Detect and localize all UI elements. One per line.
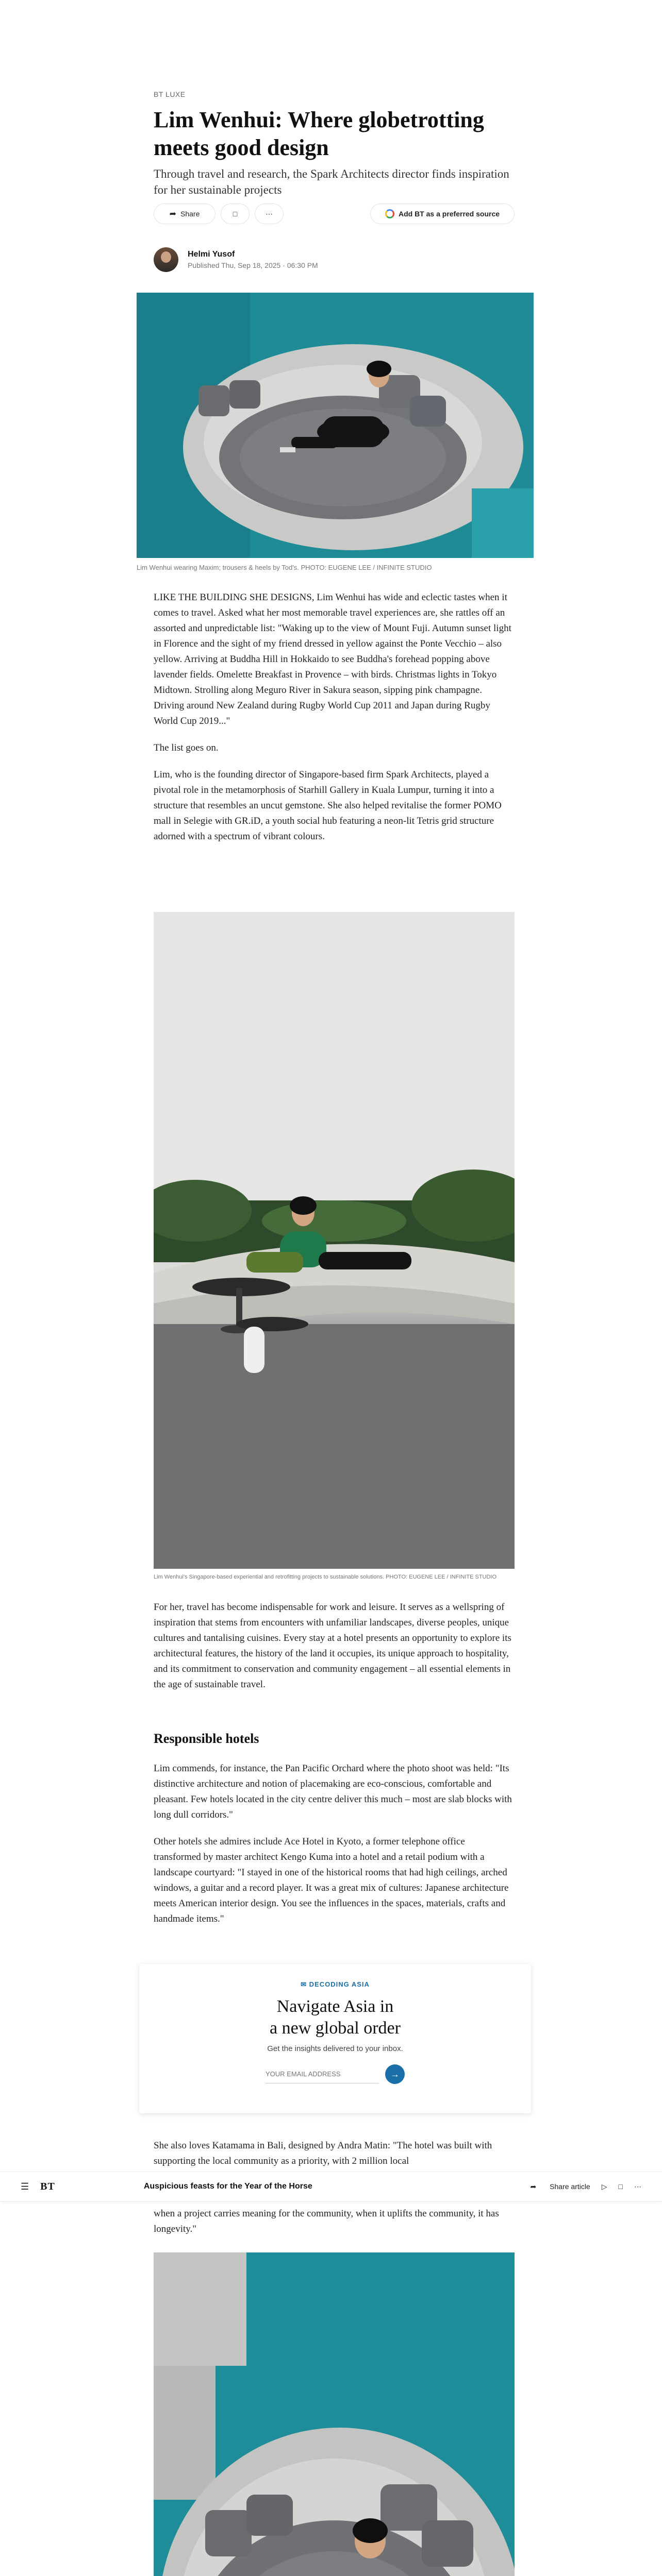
author-avatar[interactable] bbox=[154, 247, 178, 272]
interior-caption: Lim Wenhui's Singapore-based experiential and retrofitting projects to sustainable solutions. PHOTO: EUGENE LEE / INFINITE STUDIO bbox=[154, 1574, 497, 1580]
newsletter-title-line1: Navigate Asia in bbox=[276, 1997, 394, 2016]
bookmark-button[interactable] bbox=[221, 204, 250, 224]
preferred-source-button[interactable] bbox=[370, 204, 515, 224]
body-section-4b bbox=[154, 2206, 515, 2248]
body-section-2 bbox=[154, 1600, 515, 1704]
email-input[interactable] bbox=[266, 2065, 379, 2083]
ellipsis-icon[interactable]: ⋯ bbox=[634, 2182, 641, 2191]
hero-illustration bbox=[137, 293, 534, 558]
pool-image bbox=[154, 2252, 515, 2576]
paragraph: Lim commends, for instance, the Pan Pacific Orchard where the photo shoot was held: "Its distinctive architecture and notion of placemaking are eco-conscious, comfortable and pleasant. Few hotels located in the city centre deliver this much – most are slab blocks with long dull corridors." bbox=[154, 1763, 512, 1820]
hamburger-icon[interactable]: ☰ bbox=[21, 2181, 29, 2192]
bookmark-icon[interactable]: □ bbox=[618, 2182, 623, 2191]
newsletter-signup bbox=[139, 1964, 531, 2113]
paragraph: For her, travel has become indispensable for work and leisure. It serves as a wellspring of inspiration that stems from encounters with unfamiliar landscapes, diverse peoples, unique cultures and tantalising cuisines. Every stay at a hotel presents an opportunity to explore its architectural features, the history of the land it occupies, its unique approach to hospitality, and its commitment to conservation and community engagement – all essential elements in the age of sustainable travel. bbox=[154, 1602, 511, 1690]
hero-caption: Lim Wenhui wearing Maxim; trousers & heels by Tod's. PHOTO: EUGENE LEE / INFINITE STUDIO bbox=[137, 564, 432, 571]
published-date: Published Thu, Sep 18, 2025 · 06:30 PM bbox=[188, 261, 318, 269]
newsletter-tag bbox=[139, 1980, 531, 1989]
hero-image bbox=[137, 293, 534, 558]
newsletter-tag-label: DECODING ASIA bbox=[309, 1980, 370, 1988]
newsletter-title bbox=[139, 1996, 531, 2039]
body-section-3 bbox=[154, 1761, 515, 1938]
article-standfirst: Through travel and research, the Spark Architects director finds inspiration for her sustainable projects bbox=[154, 167, 509, 196]
arrow-right-icon: → bbox=[390, 2069, 400, 2079]
ellipsis-icon: ⋯ bbox=[266, 209, 273, 218]
article-actions bbox=[154, 202, 515, 225]
author-name[interactable]: Helmi Yusof bbox=[188, 250, 235, 259]
article-headline: Lim Wenhui: Where globetrotting meets good design bbox=[154, 107, 484, 160]
interior-image bbox=[154, 912, 515, 1569]
pool-illustration bbox=[154, 2252, 515, 2576]
newsletter-title-line2: a new global order bbox=[270, 2019, 401, 2038]
share-icon: ➦ bbox=[169, 210, 177, 218]
body-section-1 bbox=[154, 590, 515, 856]
article-category[interactable]: BT LUXE bbox=[154, 90, 186, 98]
sticky-actions bbox=[508, 2182, 641, 2191]
paragraph: She also loves Katamama in Bali, designed by Andra Matin: "The hotel was built with supporting the local community as a priority, with 2 million local bbox=[154, 2140, 492, 2166]
sticky-article-title[interactable]: Auspicious feasts for the Year of the Horse bbox=[143, 2182, 312, 2191]
section-heading: Responsible hotels bbox=[154, 1731, 259, 1746]
share-article-button[interactable] bbox=[519, 2182, 590, 2191]
sticky-header bbox=[0, 2172, 662, 2201]
paragraph: The list goes on. bbox=[154, 742, 219, 753]
paragraph: LIKE THE BUILDING SHE DESIGNS, Lim Wenhui has wide and eclectic tastes when it comes to travel. Asked what her most memorable travel experiences are, she rattles off an assorted and unpredictable list: "Waking up to the view of Mount Fuji. Autumn sunset light in Florence and the sight of my friend dressed in yellow against the Ponte Vecchio – also yellow. Arriving at Buddha Hill in Hokkaido to see Buddha's forehead popping above lavender fields. Omelette Breakfast in Provence – with birds. Christmas lights in Tokyo Midtown. Strolling along Meguro River in Sakura season, sipping pink champagne. Driving around New Zealand during Rugby World Cup 2011 and Japan during Rugby World Cup 2019..." bbox=[154, 592, 511, 726]
play-icon[interactable]: ▷ bbox=[601, 2182, 607, 2191]
share-button[interactable] bbox=[154, 204, 216, 224]
byline bbox=[154, 247, 318, 272]
interior-illustration bbox=[154, 912, 515, 1569]
share-article-label: Share article bbox=[550, 2182, 590, 2191]
share-icon: ➦ bbox=[530, 2182, 537, 2191]
newsletter-form bbox=[139, 2064, 531, 2084]
more-options-button[interactable] bbox=[255, 204, 284, 224]
paragraph: Lim, who is the founding director of Singapore-based firm Spark Architects, played a pivotal role in the metamorphosis of Starhill Gallery in Kuala Lumpur, turning it into a structure that resembles an uncut gemstone. She also helped revitalise the former POMO mall in Selegie with GR.iD, a youth social hub featuring a neon-lit Tetris grid structure adorned with a spectrum of vibrant colours. bbox=[154, 769, 502, 842]
paragraph: when a project carries meaning for the community, when it uplifts the community, it has longevity." bbox=[154, 2208, 499, 2234]
google-icon bbox=[385, 209, 394, 218]
newsletter-subtitle: Get the insights delivered to your inbox. bbox=[267, 2044, 403, 2053]
site-logo[interactable]: BT bbox=[40, 2180, 55, 2192]
bookmark-icon: □ bbox=[233, 210, 238, 218]
paragraph: Other hotels she admires include Ace Hotel in Kyoto, a former telephone office transformed by master architect Kengo Kuma into a hotel and a retail podium with a landscape courtyard: "I stayed in one of the historical rooms that had high ceilings, arched windows, a guitar and a record player. It was a great mix of cultures: Japanese architecture meets American interior design. You see the influences in the spaces, materials, crafts and handmade items." bbox=[154, 1836, 509, 1924]
newsletter-icon: ✉ bbox=[301, 1980, 307, 1988]
newsletter-submit-button[interactable] bbox=[385, 2064, 405, 2084]
share-label: Share bbox=[180, 210, 200, 218]
preferred-source-label: Add BT as a preferred source bbox=[398, 210, 500, 218]
